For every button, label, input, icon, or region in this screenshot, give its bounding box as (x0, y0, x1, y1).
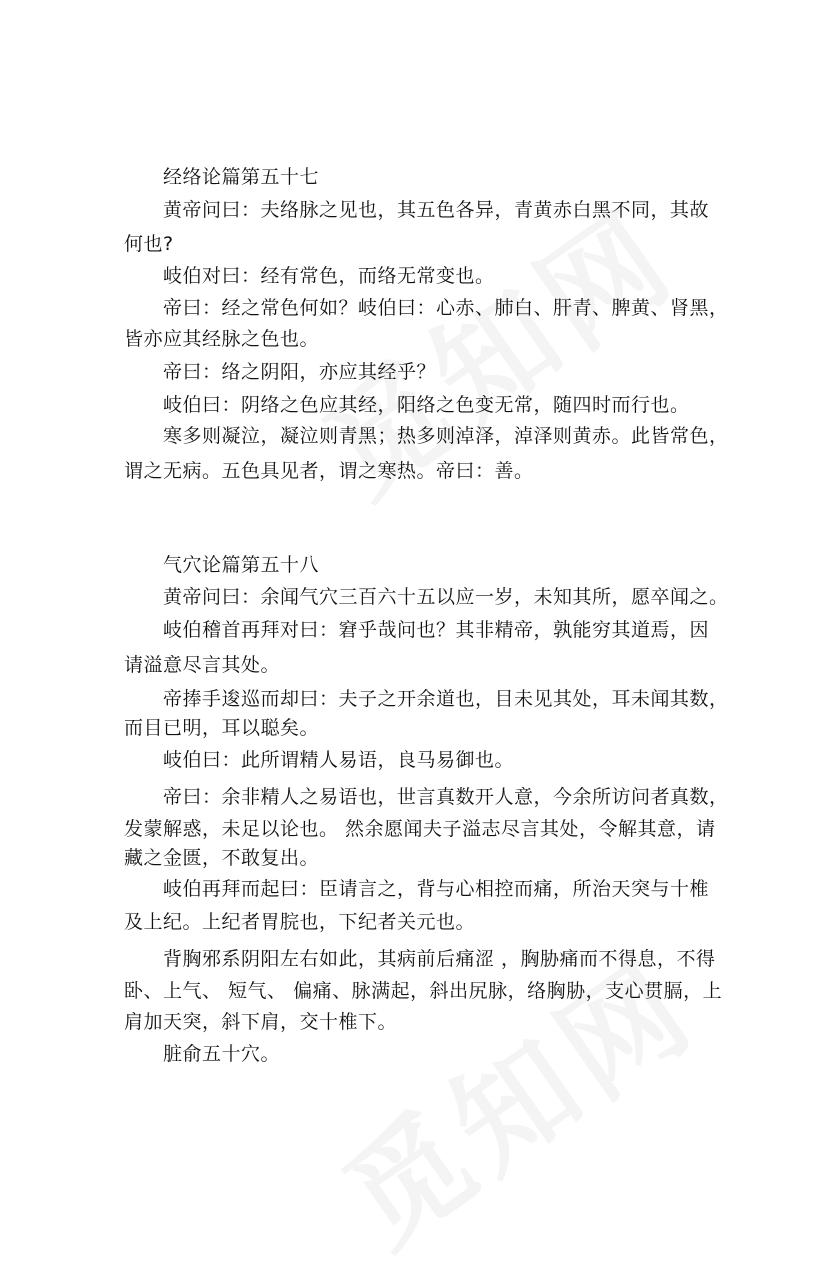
paragraph-line: 请溢意尽言其处。 (124, 654, 281, 676)
paragraph-line: 帝曰：络之阴阳，亦应其经乎？ (163, 361, 437, 383)
paragraph-line: 背胸邪系阴阳左右如此，其病前后痛涩 ，胸胁痛而不得息，不得 (163, 948, 716, 970)
paragraph-line: 岐伯曰：阴络之色应其经，阳络之色变无常，随四时而行也。 (163, 394, 690, 416)
paragraph-line: 岐伯曰：此所谓精人易语，良马易御也。 (163, 749, 515, 771)
paragraph-line: 寒多则凝泣，凝泣则青黑；热多则淖泽，淖泽则黄赤。此皆常色， (163, 425, 729, 447)
paragraph-line: 谓之无病。五色具见者，谓之寒热。帝曰：善。 (124, 460, 534, 482)
paragraph-line: 何也? (124, 233, 174, 255)
paragraph-line: 肩加天突，斜下肩，交十椎下。 (124, 1011, 398, 1033)
paragraph-line: 帝捧手逡巡而却曰：夫子之开余道也，目未见其处，耳未闻其数， (163, 688, 729, 710)
paragraph-line: 岐伯对曰：经有常色，而络无常变也。 (163, 265, 495, 287)
paragraph-line: 卧、上气、 短气、 偏痛、脉满起，斜出尻脉，络胸胁，支心贯膈，上 (124, 980, 723, 1002)
paragraph-line: 黄帝问曰：余闻气穴三百六十五以应一岁，未知其所，愿卒闻之。 (163, 586, 729, 608)
paragraph-line: 脏俞五十穴。 (163, 1043, 281, 1065)
paragraph-line: 藏之金匮，不敢复出。 (124, 847, 320, 869)
paragraph-line: 黄帝问曰：夫络脉之见也，其五色各异，青黄赤白黑不同，其故 (163, 199, 710, 221)
paragraph-line: 帝曰：余非精人之易语也，世言真数开人意，今余所访问者真数， (163, 786, 729, 808)
paragraph-line: 帝曰：经之常色何如？岐伯曰：心赤、肺白、肝青、脾黄、肾黑， (163, 297, 729, 319)
paragraph-line: 而目已明，耳以聪矣。 (124, 717, 320, 739)
paragraph-line: 发蒙解惑，未足以论也。 然余愿闻夫子溢志尽言其处，令解其意，请 (124, 818, 716, 840)
paragraph-line: 岐伯稽首再拜对曰：窘乎哉问也？其非精帝，孰能穷其道焉，因 (163, 619, 710, 641)
section-title: 经络论篇第五十七 (163, 166, 320, 188)
section-title: 气穴论篇第五十八 (163, 554, 320, 576)
paragraph-line: 岐伯再拜而起曰：臣请言之，背与心相控而痛，所治天突与十椎 (163, 878, 710, 900)
paragraph-line: 及上纪。上纪者胃脘也，下纪者关元也。 (124, 911, 476, 933)
paragraph-line: 皆亦应其经脉之色也。 (124, 328, 320, 350)
